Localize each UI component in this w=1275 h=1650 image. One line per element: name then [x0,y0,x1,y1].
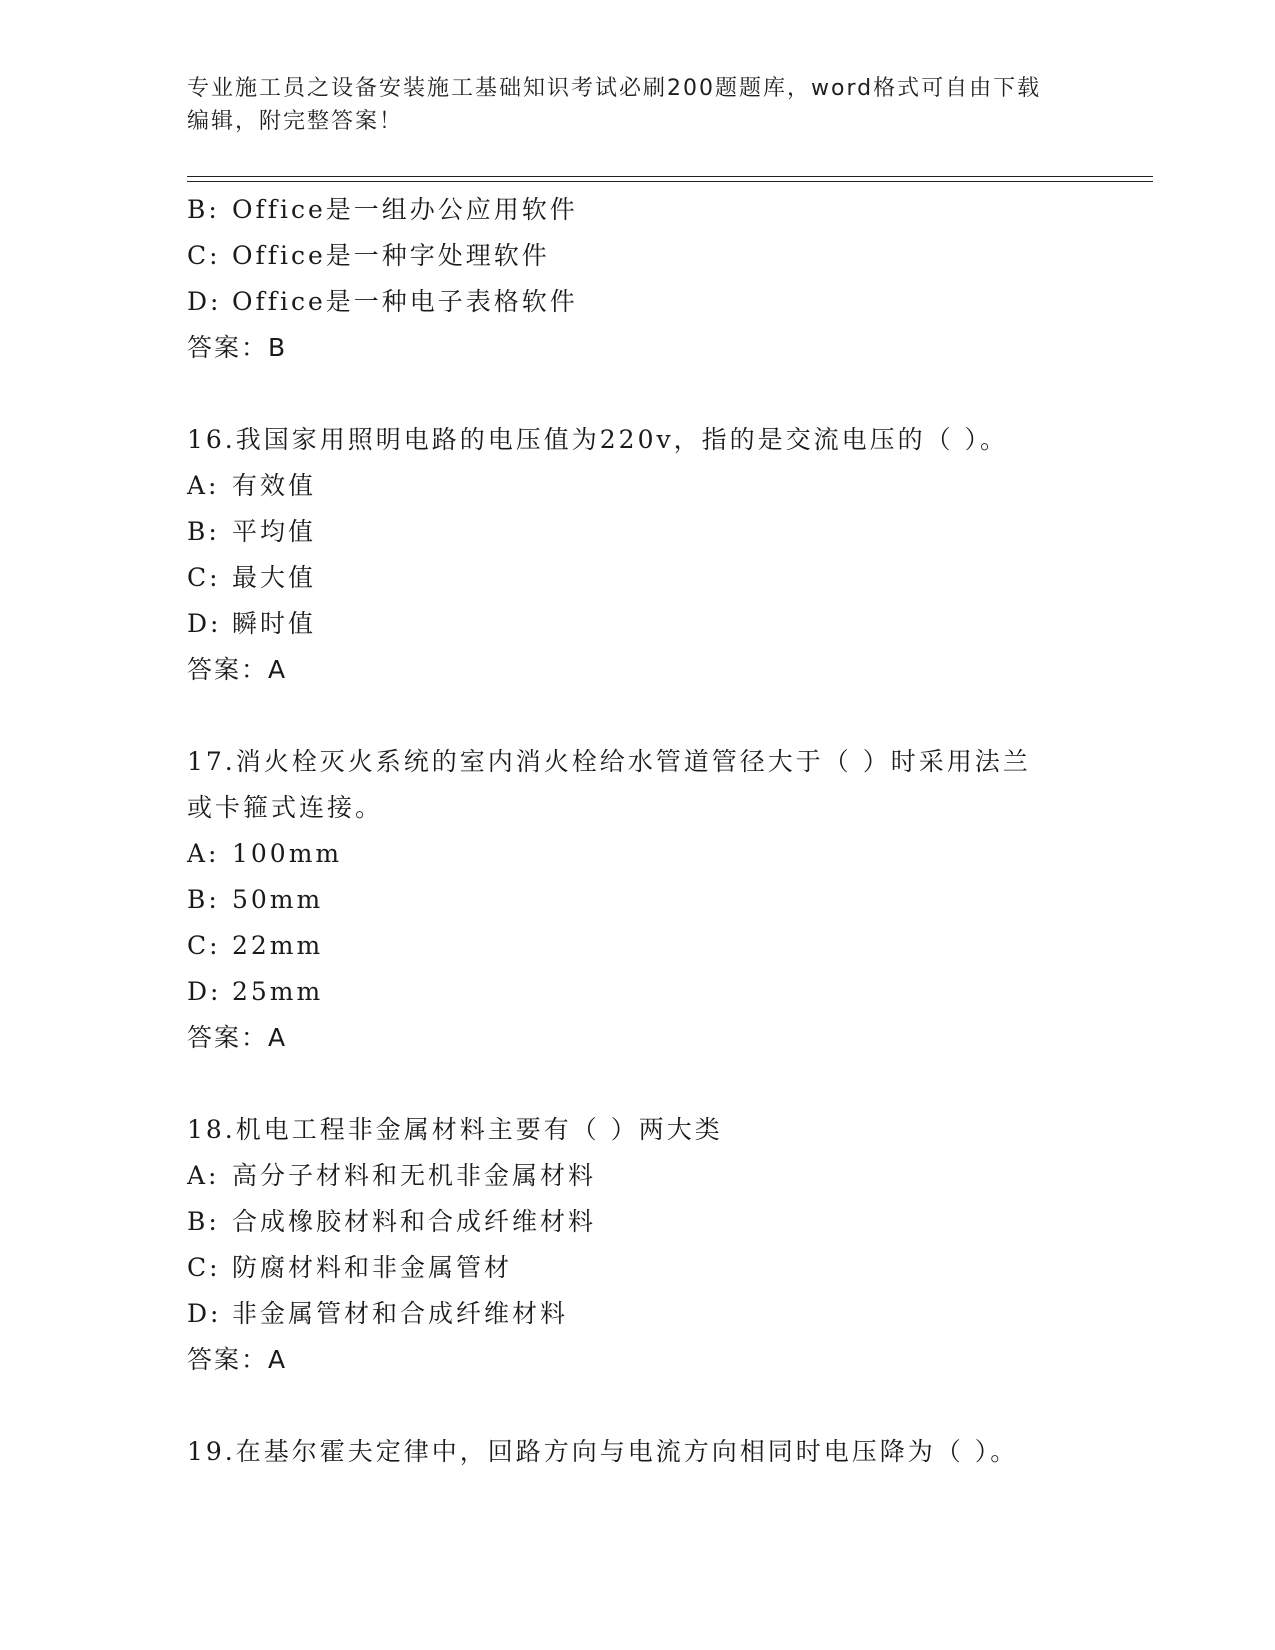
question-list [187,187,1107,1475]
question-16 [187,417,1107,693]
option-key: D: [187,1299,222,1328]
question-stem-continued: 或卡箍式连接。 [187,793,384,822]
question-18 [187,1107,1107,1383]
option-text: 瞬时值 [232,609,317,638]
answer-line: 答案：A [187,1023,288,1052]
option-text: Office是一种电子表格软件 [232,287,578,316]
option-text: 防腐材料和非金属管材 [232,1253,513,1282]
option-key: B: [187,1207,220,1236]
option-key: A: [187,1161,220,1190]
option-key: C: [187,1253,221,1282]
question-stem: 19.在基尔霍夫定律中，回路方向与电流方向相同时电压降为（ ）。 [187,1437,1019,1466]
option-row [187,463,1107,509]
option-row [187,1199,1107,1245]
option-text: 有效值 [232,471,317,500]
option-key: D: [187,287,222,316]
option-row [187,509,1107,555]
option-row [187,923,1107,969]
option-key: A: [187,471,220,500]
option-key: C: [187,931,221,960]
option-row [187,1153,1107,1199]
option-key: D: [187,609,222,638]
option-text: 22mm [232,931,324,960]
option-key: B: [187,517,220,546]
option-row [187,1245,1107,1291]
carry-over-block [187,187,1107,371]
option-row [187,877,1107,923]
option-key: A: [187,839,220,868]
option-key: B: [187,885,220,914]
option-text: 非金属管材和合成纤维材料 [232,1299,569,1328]
option-text: Office是一种字处理软件 [232,241,550,270]
option-text: 100mm [232,839,343,868]
option-row [187,831,1107,877]
option-text: 合成橡胶材料和合成纤维材料 [232,1207,597,1236]
option-text: 50mm [232,885,324,914]
option-row [187,601,1107,647]
option-row [187,1291,1107,1337]
header-line-1: 专业施工员之设备安装施工基础知识考试必刷200题题库，word格式可自由下载 [187,76,1042,101]
option-row [187,969,1107,1015]
header-divider-bottom [187,181,1153,182]
question-stem: 16.我国家用照明电路的电压值为220v，指的是交流电压的（ ）。 [187,425,1009,454]
answer-line: 答案：A [187,1345,288,1374]
header-line-2: 编辑，附完整答案！ [187,109,404,134]
option-text: 平均值 [232,517,317,546]
header-divider-top [187,176,1153,177]
answer-line: 答案：B [187,333,288,362]
option-key: C: [187,241,221,270]
option-key: C: [187,563,221,592]
option-text: 最大值 [232,563,317,592]
option-key: D: [187,977,222,1006]
option-row [187,233,1107,279]
option-row [187,555,1107,601]
document-header [187,72,1067,138]
option-text: Office是一组办公应用软件 [232,195,578,224]
question-stem: 18.机电工程非金属材料主要有（ ）两大类 [187,1115,723,1144]
option-text: 高分子材料和无机非金属材料 [232,1161,597,1190]
question-17 [187,739,1107,1061]
option-text: 25mm [232,977,324,1006]
option-row [187,279,1107,325]
question-19 [187,1429,1107,1475]
answer-line: 答案：A [187,655,288,684]
option-key: B: [187,195,220,224]
option-row [187,187,1107,233]
question-stem: 17.消火栓灭火系统的室内消火栓给水管道管径大于（ ）时采用法兰 [187,747,1031,776]
